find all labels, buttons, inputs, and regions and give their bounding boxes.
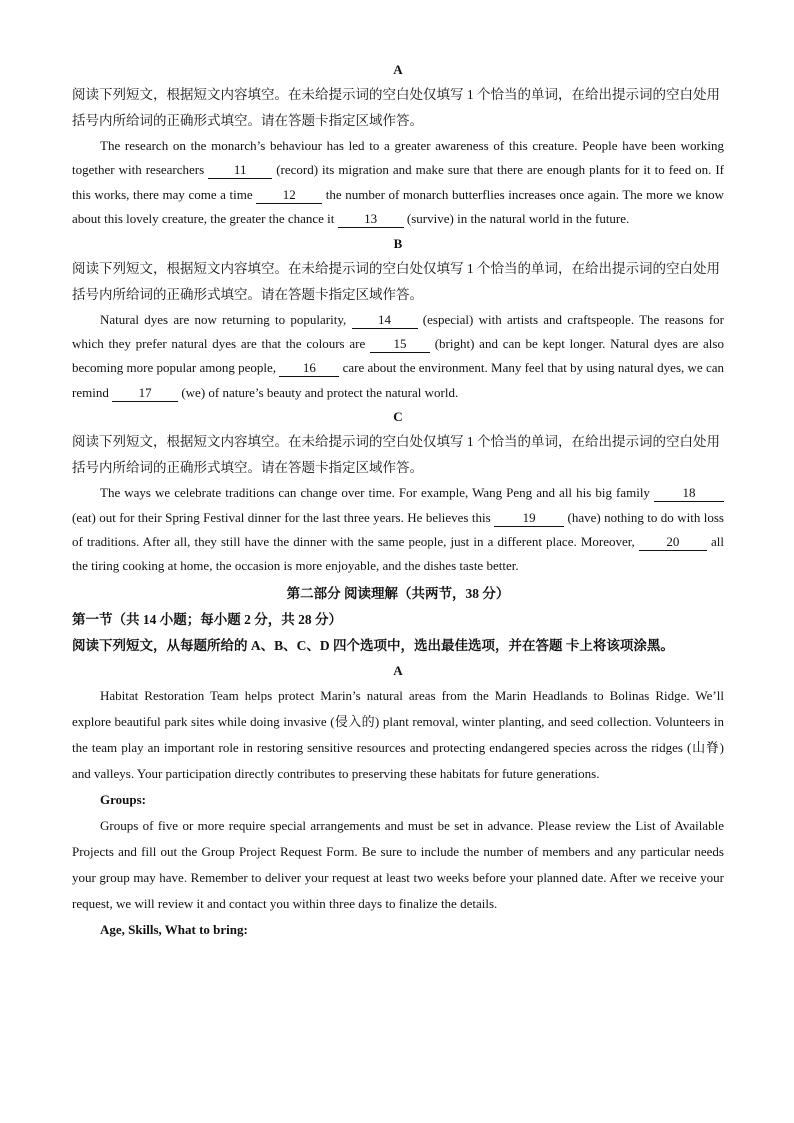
groups-heading: Groups:: [100, 791, 146, 807]
blank-18: 18: [654, 485, 724, 502]
section-a-passage: The research on the monarch’s behaviour has led to a greater awareness of this creature. People have been working together with researchers 11 (record) its migration and make sure that there are enough plants for it to feed on. If this works, there may come a time 12 the number of monarch butterflies increases once again. The more we know about this lovely creature, the greater the chance it 13 (survive) in the natural world in the future.: [72, 138, 725, 227]
section-b-passage: Natural dyes are now returning to popularity, 14 (especial) with artists and craftspeople. The reasons for which they prefer natural dyes are that the colours are 15 (bright) and can be kept longer. Natural dyes are also becoming more popular among people, 16 care about the environment. Many feel that by using natural dyes, we can remind 17 (we) of nature’s beauty and protect the natural world.: [72, 311, 724, 400]
part2-letter-a: A: [393, 662, 403, 678]
blank-13: 13: [338, 211, 404, 228]
section-a-letter: A: [393, 62, 403, 77]
section-c-passage: The ways we celebrate traditions can change over time. For example, Wang Peng and all his big family 18 (eat) out for their Spring Festival dinner for the last three years. He believes this 19 (have) nothing to do with loss of traditions. After all, they still have the dinner with the same people, just in a different place. Moreover, 20 all the tiring cooking at home, the occasion is more enjoyable, and the dishes taste better.: [72, 485, 724, 574]
part2-title: 第二部分 阅读理解（共两节，38 分）: [286, 585, 510, 601]
blank-15: 15: [370, 336, 430, 353]
section-c-instruction: 阅读下列短文，根据短文内容填空。在未给提示词的空白处仅填写 1 个恰当的单词，在给出提示词的空白处用括号内所给词的正确形式填空。请在答题卡指定区域作答。: [72, 434, 720, 476]
reading-a-para2: Groups of five or more require special arrangements and must be set in advance. Please review the List of Available Projects and fill out the Group Project Request Form. Be sure to include the number of members and any particular needs your group may have. Remember to deliver your request at least two weeks before your planned date. After we receive your request, we will review it and contact you within three days to finalize the details.: [72, 817, 724, 911]
blank-19: 19: [494, 510, 564, 527]
age-skills-heading: Age, Skills, What to bring:: [100, 921, 248, 937]
blank-12: 12: [256, 187, 322, 204]
blank-11: 11: [208, 162, 272, 179]
document-content: [72, 58, 724, 943]
section-b-instruction: 阅读下列短文，根据短文内容填空。在未给提示词的空白处仅填写 1 个恰当的单词，在给出提示词的空白处用括号内所给词的正确形式填空。请在答题卡指定区域作答。: [72, 260, 720, 302]
section-b-letter: B: [393, 235, 403, 251]
blank-17: 17: [112, 385, 178, 402]
blank-16: 16: [279, 360, 339, 377]
section-a-instruction: 阅读下列短文，根据短文内容填空。在未给提示词的空白处仅填写 1 个恰当的单词，在给出提示词的空白处用括号内所给词的正确形式填空。请在答题卡指定区域作答。: [72, 87, 720, 128]
blank-14: 14: [352, 312, 418, 329]
part2-instruction: 阅读下列短文，从每题所给的 A、B、C、D 四个选项中，选出最佳选项，并在答题 卡上将该项涂黑。: [72, 637, 674, 653]
section-c-letter: C: [393, 409, 403, 425]
blank-20: 20: [639, 534, 707, 551]
reading-a-para1: Habitat Restoration Team helps protect Marin’s natural areas from the Marin Headlands to Bolinas Ridge. We’ll explore beautiful park sites while doing invasive (侵入的) plant removal, winter planting, and seed collection. Volunteers in the team play an important role in restoring sensitive resources and protecting endangered species across the ridges (山脊) and valleys. Your participation directly contributes to preserving these habitats for future generations.: [72, 687, 724, 781]
part2-section1-heading: 第一节（共 14 小题；每小题 2 分，共 28 分）: [72, 611, 342, 627]
